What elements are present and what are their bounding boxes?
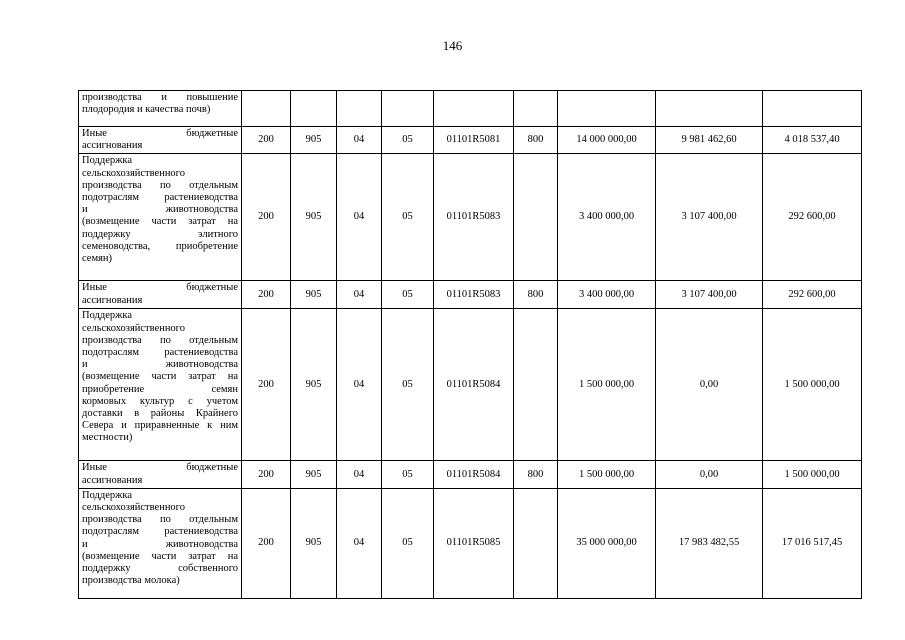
row-name-line: сельскохозяйственного [82, 502, 185, 514]
planned-amount-cell: 35 000 000,00 [558, 488, 656, 598]
row-name-line: (возмещение части затрат на [82, 550, 238, 562]
code-cell [242, 91, 291, 127]
executed-amount-cell: 3 107 400,00 [656, 281, 763, 309]
remainder-amount-cell: 1 500 000,00 [763, 309, 862, 461]
subsection-cell: 05 [382, 309, 434, 461]
code-cell: 200 [242, 309, 291, 461]
section-cell: 04 [337, 154, 382, 281]
row-name-line: производства по отдельным [82, 334, 238, 346]
row-name-line: и животноводства [82, 204, 238, 216]
target-article-cell: 01101R5084 [434, 309, 514, 461]
remainder-amount-cell [763, 91, 862, 127]
section-cell: 04 [337, 461, 382, 488]
row-name-line: Иные бюджетные [82, 282, 238, 294]
target-article-cell [434, 91, 514, 127]
executed-amount-cell [656, 91, 763, 127]
expense-type-cell [514, 488, 558, 598]
executed-amount-cell: 9 981 462,60 [656, 127, 763, 154]
row-name-cell [79, 461, 242, 488]
expense-type-cell: 800 [514, 461, 558, 488]
row-name-line: Поддержка [82, 310, 132, 322]
ministry-code-cell: 905 [291, 154, 337, 281]
row-name-line: производства по отдельным [82, 514, 238, 526]
row-name-cell [79, 488, 242, 598]
table-row [79, 91, 862, 127]
row-name-line: приобретение семян [82, 383, 238, 395]
expense-type-cell [514, 91, 558, 127]
ministry-code-cell [291, 91, 337, 127]
remainder-amount-cell: 1 500 000,00 [763, 461, 862, 488]
section-cell: 04 [337, 281, 382, 309]
subsection-cell [382, 91, 434, 127]
row-name-line: (возмещение части затрат на [82, 371, 238, 383]
table-row [79, 154, 862, 281]
expense-type-cell: 800 [514, 281, 558, 309]
ministry-code-cell: 905 [291, 461, 337, 488]
remainder-amount-cell: 4 018 537,40 [763, 127, 862, 154]
planned-amount-cell: 1 500 000,00 [558, 309, 656, 461]
expense-type-cell: 800 [514, 127, 558, 154]
row-name-line: кормовых культур с учетом [82, 395, 238, 407]
section-cell: 04 [337, 488, 382, 598]
row-name-line: доставки в районы Крайнего [82, 408, 238, 420]
table-row [79, 281, 862, 309]
row-name-line: подотраслям растениеводства [82, 347, 238, 359]
row-name-line: Севера и приравненные к ним [82, 420, 238, 432]
row-name-cell [79, 91, 242, 127]
executed-amount-cell: 0,00 [656, 309, 763, 461]
table-row [79, 488, 862, 598]
row-name-line: ассигнования [82, 474, 143, 486]
page-number: 146 [442, 38, 463, 53]
target-article-cell: 01101R5084 [434, 461, 514, 488]
ministry-code-cell: 905 [291, 281, 337, 309]
target-article-cell: 01101R5083 [434, 281, 514, 309]
row-name-cell [79, 309, 242, 461]
row-name-line: производства по отдельным [82, 179, 238, 191]
row-name-cell [79, 281, 242, 309]
table-body [79, 91, 862, 599]
section-cell: 04 [337, 309, 382, 461]
planned-amount-cell: 14 000 000,00 [558, 127, 656, 154]
row-name-line: и животноводства [82, 359, 238, 371]
executed-amount-cell: 0,00 [656, 461, 763, 488]
row-name-line: семеноводства, приобретение [82, 240, 238, 252]
code-cell: 200 [242, 154, 291, 281]
row-name-line: Иные бюджетные [82, 128, 238, 139]
table-row [79, 461, 862, 488]
row-name-line: семян) [82, 253, 113, 265]
table-row [79, 309, 862, 461]
target-article-cell: 01101R5083 [434, 154, 514, 281]
expense-type-cell [514, 154, 558, 281]
row-name-line: производства и повышение [82, 92, 238, 103]
table-row [79, 127, 862, 154]
code-cell: 200 [242, 461, 291, 488]
row-name-cell [79, 154, 242, 281]
row-name-line: местности) [82, 432, 133, 444]
ministry-code-cell: 905 [291, 127, 337, 154]
planned-amount-cell: 3 400 000,00 [558, 281, 656, 309]
row-name-line: Поддержка [82, 155, 132, 167]
code-cell: 200 [242, 281, 291, 309]
code-cell: 200 [242, 127, 291, 154]
target-article-cell: 01101R5081 [434, 127, 514, 154]
planned-amount-cell: 1 500 000,00 [558, 461, 656, 488]
remainder-amount-cell: 17 016 517,45 [763, 488, 862, 598]
row-name-line: подотраслям растениеводства [82, 192, 238, 204]
row-name-line: Поддержка [82, 489, 132, 501]
row-name-line: и животноводства [82, 538, 238, 550]
row-name-line: ассигнования [82, 294, 143, 306]
section-cell [337, 91, 382, 127]
target-article-cell: 01101R5085 [434, 488, 514, 598]
row-name-line: поддержку элитного [82, 228, 238, 240]
subsection-cell: 05 [382, 281, 434, 309]
subsection-cell: 05 [382, 154, 434, 281]
subsection-cell: 05 [382, 127, 434, 154]
row-name-line: Иные бюджетные [82, 462, 238, 474]
ministry-code-cell: 905 [291, 488, 337, 598]
section-cell: 04 [337, 127, 382, 154]
row-name-line: ассигнования [82, 140, 143, 152]
row-name-cell [79, 127, 242, 154]
row-name-line: подотраслям растениеводства [82, 526, 238, 538]
row-name-line: производства молока) [82, 575, 180, 587]
ministry-code-cell: 905 [291, 309, 337, 461]
planned-amount-cell [558, 91, 656, 127]
subsection-cell: 05 [382, 461, 434, 488]
row-name-line: сельскохозяйственного [82, 167, 185, 179]
planned-amount-cell: 3 400 000,00 [558, 154, 656, 281]
remainder-amount-cell: 292 600,00 [763, 281, 862, 309]
row-name-line: поддержку собственного [82, 563, 238, 575]
executed-amount-cell: 17 983 482,55 [656, 488, 763, 598]
executed-amount-cell: 3 107 400,00 [656, 154, 763, 281]
code-cell: 200 [242, 488, 291, 598]
row-name-line: сельскохозяйственного [82, 322, 185, 334]
remainder-amount-cell: 292 600,00 [763, 154, 862, 281]
expense-type-cell [514, 309, 558, 461]
row-name-line: (возмещение части затрат на [82, 216, 238, 228]
row-name-line: плодородия и качества почв) [82, 104, 211, 116]
budget-table [78, 90, 862, 599]
subsection-cell: 05 [382, 488, 434, 598]
